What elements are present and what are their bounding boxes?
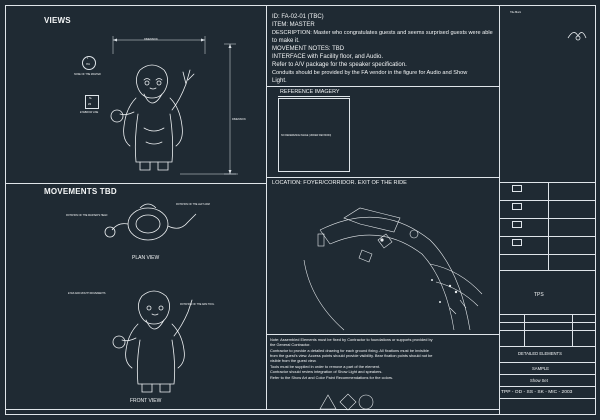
- spec-conduits-2: Light.: [272, 78, 287, 84]
- notes-line-7: Contractor should review integration of Show Light and speakers.: [270, 369, 383, 374]
- master-figure-front-drawing: [110, 58, 200, 176]
- titleblock-row: [499, 314, 596, 315]
- titleblock-sample: SAMPLE: [532, 366, 549, 371]
- movements-heading: MOVEMENTS TBD: [44, 187, 117, 196]
- reference-placeholder: NO REFERENCE IMAGE (UNDER REVISION): [281, 134, 332, 137]
- approval-stamps: [318, 390, 378, 412]
- reference-title: REFERENCE IMAGERY: [280, 89, 340, 95]
- reference-title-underline: [278, 96, 350, 97]
- annotation-eyebrow: EYEBROW LINE: [80, 111, 99, 114]
- dimension-label-horizontal: DIMENSION: [144, 38, 158, 41]
- annotation-nose: NOSE OF THE MASTER: [74, 73, 101, 76]
- plan-view-label: PLAN VIEW: [132, 255, 160, 261]
- titleblock-col: [548, 182, 549, 270]
- callout-box-a: SL: [89, 97, 92, 100]
- master-figure-movement-drawing: [110, 286, 200, 398]
- titleblock-checkbox: [512, 203, 522, 210]
- bottom-strip-line: [5, 409, 499, 410]
- notes-line-6: Tools must be supplied in order to remove a part of the element.: [270, 364, 381, 369]
- titleblock-row: [499, 398, 596, 399]
- titleblock-row: [499, 362, 596, 363]
- spec-movement: MOVEMENT NOTES: TBD: [272, 46, 345, 52]
- notes-line-2: the General Contractor.: [270, 342, 311, 347]
- location-title: LOCATION: FOYER/CORRIDOR. EXIT OF THE RIDE: [272, 180, 407, 186]
- spec-description-2: to make it.: [272, 38, 300, 44]
- callout-code: 351: [86, 63, 90, 66]
- titleblock-row: [499, 270, 596, 271]
- titleblock-row: [499, 374, 596, 375]
- notes-line-8: Refer to the Show Art and Color Paint Recommendations for the colors.: [270, 375, 394, 380]
- titleblock-detailed-elements: DETAILED ELEMENTS: [518, 351, 562, 356]
- front-view-label: FRONT VIEW: [130, 398, 162, 404]
- titleblock-col: [524, 314, 525, 346]
- callout-number: 1: [87, 57, 89, 60]
- titleblock-row: [499, 322, 596, 323]
- titleblock-checkbox: [512, 221, 522, 228]
- divider-spec-reference: [266, 86, 499, 87]
- spec-description-1: DESCRIPTION: Master who congratulates guests and seems surprised guests were able: [272, 30, 493, 36]
- spec-refer: Refer to A/V package for the speaker specification.: [272, 62, 407, 68]
- location-plan: [300, 190, 496, 332]
- titleblock-checkbox: [512, 239, 522, 246]
- notes-line-5: visible from the guest view.: [270, 358, 317, 363]
- titleblock-tps: TPS: [534, 292, 544, 298]
- divider-location-notes: [266, 334, 499, 335]
- titleblock-row: [499, 346, 596, 347]
- spec-conduits-1: Conduits should be provided by the FA vendor in the figure for Audio and Show: [272, 70, 468, 76]
- spec-interface: INTERFACE with Facility floor, and Audio.: [272, 54, 384, 60]
- views-heading: VIEWS: [44, 16, 71, 25]
- titleblock-top-label: Title Block: [510, 11, 521, 14]
- titleblock-show-set: Show Set: [530, 378, 548, 383]
- divider-drawing-spec: [266, 5, 267, 410]
- spec-item: ITEM: MASTER: [272, 22, 315, 28]
- titleblock-col: [572, 314, 573, 346]
- annotation-spin: ROTATION OF THE LEFT ARM: [176, 203, 210, 206]
- notes-line-4: from the guest's view. Access points should provide visibility. Bear fixation points should not be: [270, 353, 433, 358]
- divider-spec-titleblock: [499, 5, 500, 415]
- notes-line-3: Contractor to provide a detailed drawing for each ground fixing. All fixations must be invisible: [270, 348, 429, 353]
- annotation-cleric: ROTATION OF THE MASTER'S HEAD: [66, 214, 108, 217]
- titleblock-checkbox: [512, 185, 522, 192]
- titleblock-row: [499, 330, 596, 331]
- notes-line-1: Note: Assembled Elements must be fixed by Contractor to foundations or supports provided by: [270, 337, 433, 342]
- company-logo: [566, 28, 588, 42]
- dimension-label-vertical: DIMENSION: [232, 118, 246, 121]
- titleblock-drawing-number: TPP - OD - SS - SK - MIC - 2003: [501, 390, 573, 395]
- annotation-eyes: EYES AND MOUTH MOVEMENTS: [68, 292, 106, 295]
- callout-box: [85, 95, 99, 109]
- plan-view-drawing: [104, 196, 200, 252]
- divider-reference-location: [266, 177, 499, 178]
- titleblock-row: [499, 386, 596, 387]
- callout-box-b: 2ftl: [88, 103, 92, 106]
- spec-id: ID: FA-02-01 (TBC): [272, 14, 324, 20]
- annotation-arm: ROTATION OF THE ARM TOOL: [180, 303, 215, 306]
